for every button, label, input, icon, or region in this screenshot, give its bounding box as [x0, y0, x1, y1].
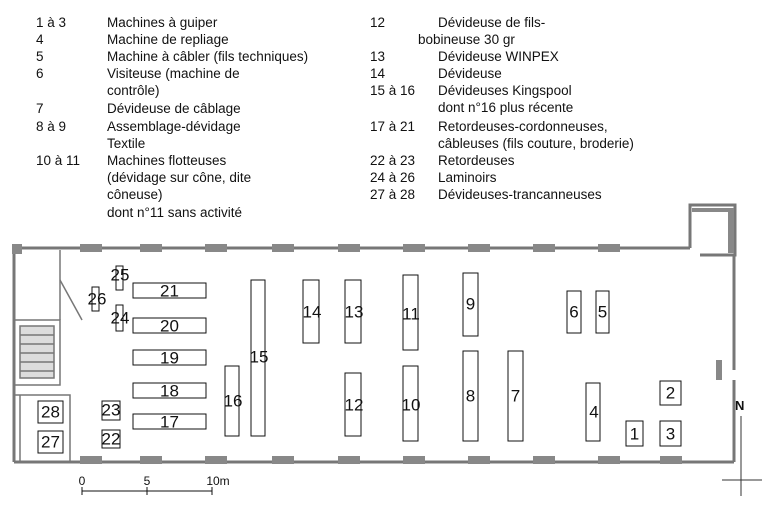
legend-text-8-9-line2: Textile [107, 136, 146, 151]
legend-text-8-9-line1: Assemblage-dévidage [107, 119, 241, 134]
svg-text:14: 14 [302, 302, 322, 322]
legend-text-13: Dévideuse WINPEX [438, 49, 559, 64]
machine-7 [508, 351, 523, 441]
machine-22 [102, 430, 121, 449]
svg-text:27: 27 [41, 432, 60, 452]
legend-num-5: 5 [36, 49, 44, 64]
svg-text:26: 26 [87, 289, 107, 309]
legend-num-27-28: 27 à 28 [370, 187, 416, 202]
svg-text:22: 22 [101, 429, 121, 449]
legend-text-17-21-line2: câbleuses (fils couture, broderie) [438, 136, 634, 151]
legend-num-14: 14 [370, 66, 386, 81]
legend-text-14: Dévideuse [438, 66, 502, 81]
machine-15 [250, 280, 269, 436]
machine-20 [133, 317, 206, 336]
machine-17 [133, 413, 206, 432]
svg-text:4: 4 [589, 402, 599, 422]
legend-text-12-line2: bobineuse 30 gr [418, 32, 515, 47]
legend-text-5: Machine à câbler (fils techniques) [107, 49, 309, 64]
legend-text-10-11-line2: (dévidage sur cône, dite [107, 170, 252, 185]
machine-3 [660, 421, 681, 446]
machine-2 [660, 381, 681, 405]
machine-27 [38, 431, 63, 453]
machine-28 [38, 401, 63, 423]
machine-12 [345, 373, 364, 436]
legend-num-15-16: 15 à 16 [370, 83, 416, 98]
svg-text:8: 8 [465, 386, 476, 406]
stairwell [14, 250, 82, 462]
scale-label-5: 5 [143, 474, 151, 488]
svg-text:2: 2 [665, 383, 676, 403]
legend-text-12-line1: Dévideuse de fils- [438, 15, 546, 30]
svg-text:16: 16 [223, 391, 243, 411]
machine-26 [88, 287, 107, 311]
svg-text:12: 12 [344, 395, 364, 415]
legend-num-17-21: 17 à 21 [370, 119, 416, 134]
svg-text:3: 3 [665, 424, 676, 444]
machine-25 [111, 266, 130, 291]
svg-text:17: 17 [160, 412, 179, 432]
machine-13 [345, 280, 364, 343]
legend-num-1-3: 1 à 3 [36, 15, 67, 30]
svg-text:23: 23 [101, 400, 121, 420]
legend-text-10-11-line4: dont n°11 sans activité [107, 205, 242, 220]
machine-16 [224, 366, 243, 436]
legend-text-15-16-line2: dont n°16 plus récente [438, 100, 574, 115]
svg-text:13: 13 [344, 302, 364, 322]
svg-text:28: 28 [41, 402, 60, 422]
machine-4 [586, 383, 600, 441]
legend-text-17-21-line1: Retordeuses-cordonneuses, [438, 119, 608, 134]
machine-9 [463, 273, 478, 336]
machine-8 [463, 351, 478, 441]
north-arrow [722, 398, 762, 496]
svg-text:19: 19 [160, 348, 179, 368]
svg-text:24: 24 [110, 308, 130, 328]
svg-text:5: 5 [597, 302, 608, 322]
scale-label-0: 0 [78, 474, 86, 488]
legend-text-1-3: Machines à guiper [107, 15, 218, 30]
svg-text:15: 15 [249, 347, 269, 367]
legend-text-10-11-line3: côneuse) [107, 187, 163, 202]
machine-6 [567, 291, 581, 333]
svg-text:10: 10 [401, 395, 421, 415]
svg-text:9: 9 [465, 294, 476, 314]
legend-num-13: 13 [370, 49, 386, 64]
legend-num-10-11: 10 à 11 [36, 153, 81, 168]
north-label: N [735, 398, 745, 413]
scale-label-10m: 10m [206, 474, 230, 488]
legend-text-15-16-line1: Dévideuses Kingspool [438, 83, 572, 98]
machine-21 [133, 282, 206, 301]
machine-18 [133, 382, 206, 401]
svg-text:6: 6 [569, 302, 579, 322]
legend-num-12: 12 [370, 15, 386, 30]
legend-text-6-line1: Visiteuse (machine de [107, 66, 240, 81]
legend-text-22-23: Retordeuses [438, 153, 515, 168]
machine-11 [402, 275, 420, 350]
legend-text-7: Dévideuse de câblage [107, 101, 241, 116]
machines [38, 266, 681, 454]
machine-10 [402, 366, 421, 441]
legend-num-4: 4 [36, 32, 44, 47]
legend-text-27-28: Dévideuses-trancanneuses [438, 187, 602, 202]
machine-5 [596, 291, 609, 333]
machine-23 [102, 401, 121, 421]
scale-bar [79, 474, 230, 495]
legend-text-6-line2: contrôle) [107, 83, 160, 98]
legend-text-24-26: Laminoirs [438, 170, 497, 185]
legend-num-7: 7 [36, 101, 44, 116]
svg-text:18: 18 [160, 381, 179, 401]
svg-text:25: 25 [110, 265, 130, 285]
legend-num-22-23: 22 à 23 [370, 153, 416, 168]
svg-text:11: 11 [402, 304, 420, 324]
machine-1 [626, 421, 643, 446]
machine-14 [303, 280, 322, 343]
machine-19 [133, 349, 206, 368]
legend-text-4: Machine de repliage [107, 32, 229, 47]
svg-text:20: 20 [160, 316, 179, 336]
legend-num-8-9: 8 à 9 [36, 119, 67, 134]
legend-num-24-26: 24 à 26 [370, 170, 416, 185]
legend-num-6: 6 [36, 66, 44, 81]
machine-24 [111, 305, 130, 331]
legend-text-10-11-line1: Machines flotteuses [107, 153, 227, 168]
svg-text:21: 21 [160, 281, 179, 301]
svg-text:1: 1 [629, 424, 640, 444]
svg-text:7: 7 [510, 386, 521, 406]
